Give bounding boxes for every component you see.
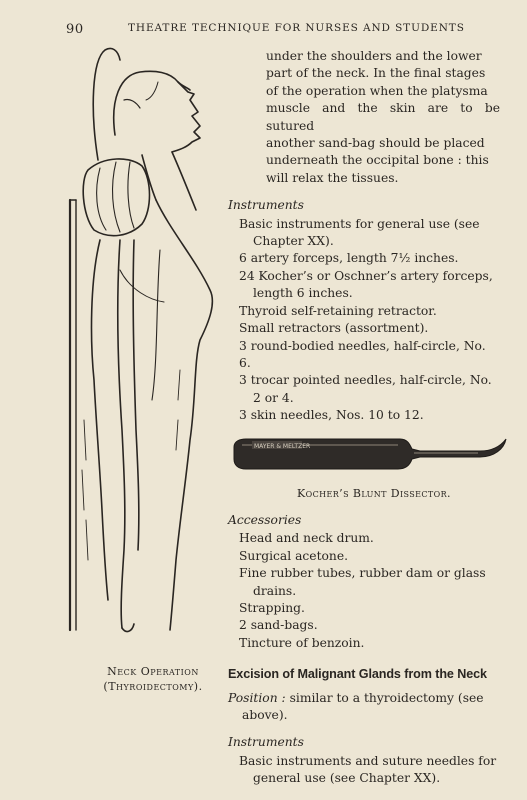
- running-title: THEATRE TECHNIQUE FOR NURSES AND STUDENTS: [128, 22, 465, 34]
- sand-bag: [83, 159, 149, 236]
- left-caption-line1: Neck Operation: [107, 665, 199, 678]
- main-text-column: [228, 48, 500, 788]
- accessories-list: [228, 530, 500, 652]
- page-number: 90: [66, 22, 84, 37]
- instruments-list: [228, 216, 500, 425]
- list-item: Tincture of benzoin.: [239, 635, 365, 650]
- list-item: Strapping.: [239, 600, 305, 615]
- intro-line: underneath the occipital bone : this: [266, 153, 489, 168]
- list-item: Basic instruments for general use (see Chapter XX).: [239, 216, 480, 249]
- head-outline: [114, 71, 200, 152]
- list-item: 6 artery forceps, length 7½ inches.: [239, 251, 459, 266]
- intro-paragraph: [266, 48, 500, 187]
- list-item: 3 round-bodied needles, half-circle, No. 6.: [239, 338, 486, 370]
- position-cont: above).: [242, 708, 288, 722]
- shading: [82, 370, 180, 560]
- excision-heading: Excision of Malignant Glands from the Neck: [228, 667, 487, 682]
- list-item: Basic instruments and suture needles for general use (see Chapter XX).: [239, 753, 497, 786]
- list-item: 2 sand-bags.: [239, 618, 318, 633]
- intro-line: under the shoulders and the lower: [266, 49, 482, 63]
- position-label: Position :: [228, 690, 286, 705]
- list-item: 3 skin needles, Nos. 10 to 12.: [239, 408, 424, 423]
- neck-operation-illustration: [60, 40, 230, 640]
- blunt-dissector-illustration: [230, 433, 510, 473]
- intro-line: another sand-bag should be placed: [266, 136, 485, 151]
- list-item: Fine rubber tubes, rubber dam or glass drains.: [239, 566, 486, 598]
- left-caption-line2: (Thyroidectomy).: [103, 680, 203, 693]
- list-item: Head and neck drum.: [239, 531, 374, 546]
- accessories-label: Accessories: [228, 512, 302, 527]
- maker-mark: MAYER & MELTZER: [254, 442, 311, 450]
- list-item: Thyroid self-retaining retractor.: [239, 303, 437, 318]
- list-item: Surgical acetone.: [239, 548, 349, 563]
- head-rest: [93, 48, 120, 160]
- table-pole: [70, 200, 76, 630]
- excision-instruments-list: [228, 753, 500, 788]
- position-line: [228, 690, 500, 725]
- dissector-figure: [228, 431, 500, 483]
- left-figure-caption: [78, 664, 228, 694]
- instruments-label: Instruments: [228, 198, 304, 213]
- list-item: Small retractors (assortment).: [239, 321, 429, 336]
- torso-outline: [92, 240, 108, 600]
- intro-line: part of the neck. In the final stages: [266, 66, 486, 81]
- position-text: similar to a thyroidectomy (see: [289, 690, 484, 705]
- list-item: 3 trocar pointed needles, half-circle, No. 2 or 4.: [239, 373, 492, 405]
- intro-line: will relax the tissues.: [266, 170, 399, 185]
- intro-line: muscle and the skin are to be sutured: [266, 101, 500, 133]
- arm-outline: [118, 240, 125, 628]
- list-item: 24 Kocher’s or Oschner’s artery forceps, length 6 inches.: [239, 268, 493, 301]
- excision-instruments-label: Instruments: [228, 735, 304, 750]
- dissector-caption: Kocher’s Blunt Dissector.: [297, 486, 451, 500]
- intro-line: of the operation when the platysma: [266, 83, 488, 98]
